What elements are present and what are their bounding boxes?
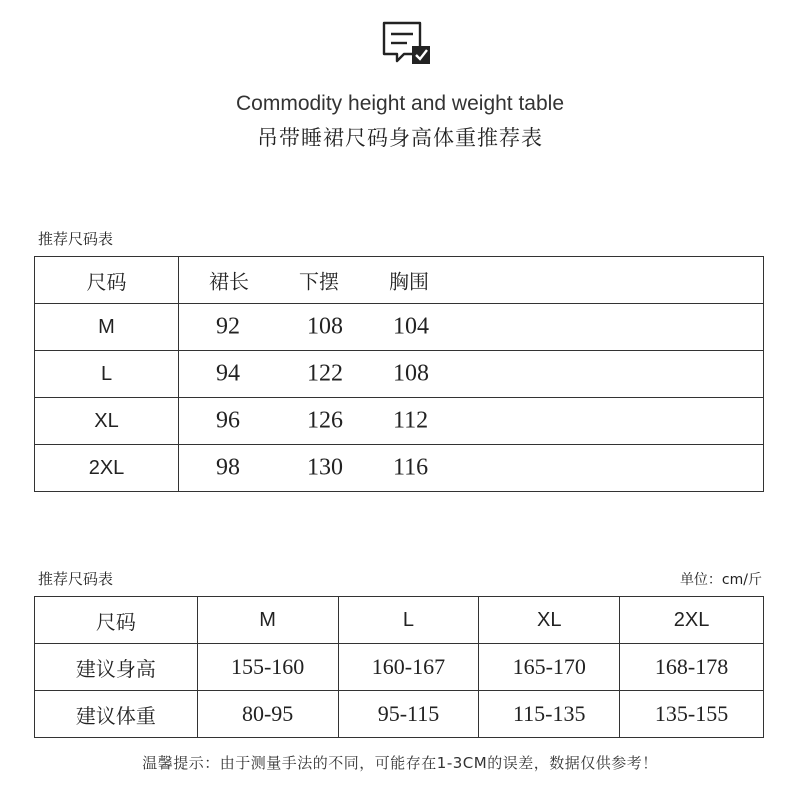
table-row [35,351,764,398]
table-header-row [35,597,764,644]
row-label-weight: 建议体重 [35,691,198,738]
table-row [35,398,764,445]
bust-value: 116 [393,454,429,481]
table-row [35,304,764,351]
title-chinese: 吊带睡裙尺码身高体重推荐表 [257,126,543,150]
length-value: 98 [216,454,240,481]
title-english: Commodity height and weight table [235,92,565,115]
header-m: M [197,597,338,644]
header-xl: XL [479,597,620,644]
table-row [35,445,764,492]
bust-value: 112 [393,407,429,434]
height-value: 165-170 [479,644,620,691]
footer-note: 温馨提示：由于测量手法的不同，可能存在1-3CM的误差，数据仅供参考！ [142,754,658,772]
table-header-row [35,257,764,304]
chat-check-icon [380,20,434,66]
header-2xl: 2XL [620,597,764,644]
hem-value: 122 [307,360,343,387]
table-row [35,644,764,691]
height-value: 155-160 [197,644,338,691]
height-value: 168-178 [620,644,764,691]
size-table [34,256,764,492]
size-cell: M [35,304,179,351]
height-weight-table [34,596,764,738]
size-cell: L [35,351,179,398]
header-hem: 下摆 [299,269,339,294]
length-value: 96 [216,407,240,434]
header-l: L [338,597,479,644]
header-bust: 胸围 [389,269,429,294]
weight-value: 135-155 [620,691,764,738]
weight-value: 80-95 [197,691,338,738]
table-row [35,691,764,738]
length-value: 92 [216,313,240,340]
bust-value: 108 [393,360,429,387]
hem-value: 130 [307,454,343,481]
weight-value: 95-115 [338,691,479,738]
table2-label: 推荐尺码表 [38,570,114,588]
size-cell: XL [35,398,179,445]
bust-value: 104 [393,313,429,340]
table1-label: 推荐尺码表 [38,230,114,248]
row-label-height: 建议身高 [35,644,198,691]
size-cell: 2XL [35,445,179,492]
header-values [179,257,764,304]
length-value: 94 [216,360,240,387]
hem-value: 126 [307,407,343,434]
height-value: 160-167 [338,644,479,691]
unit-label: 单位：cm/斤 [679,572,762,588]
hem-value: 108 [307,313,343,340]
header-size: 尺码 [35,597,198,644]
weight-value: 115-135 [479,691,620,738]
header-size: 尺码 [35,257,179,304]
header-length: 裙长 [209,269,249,294]
